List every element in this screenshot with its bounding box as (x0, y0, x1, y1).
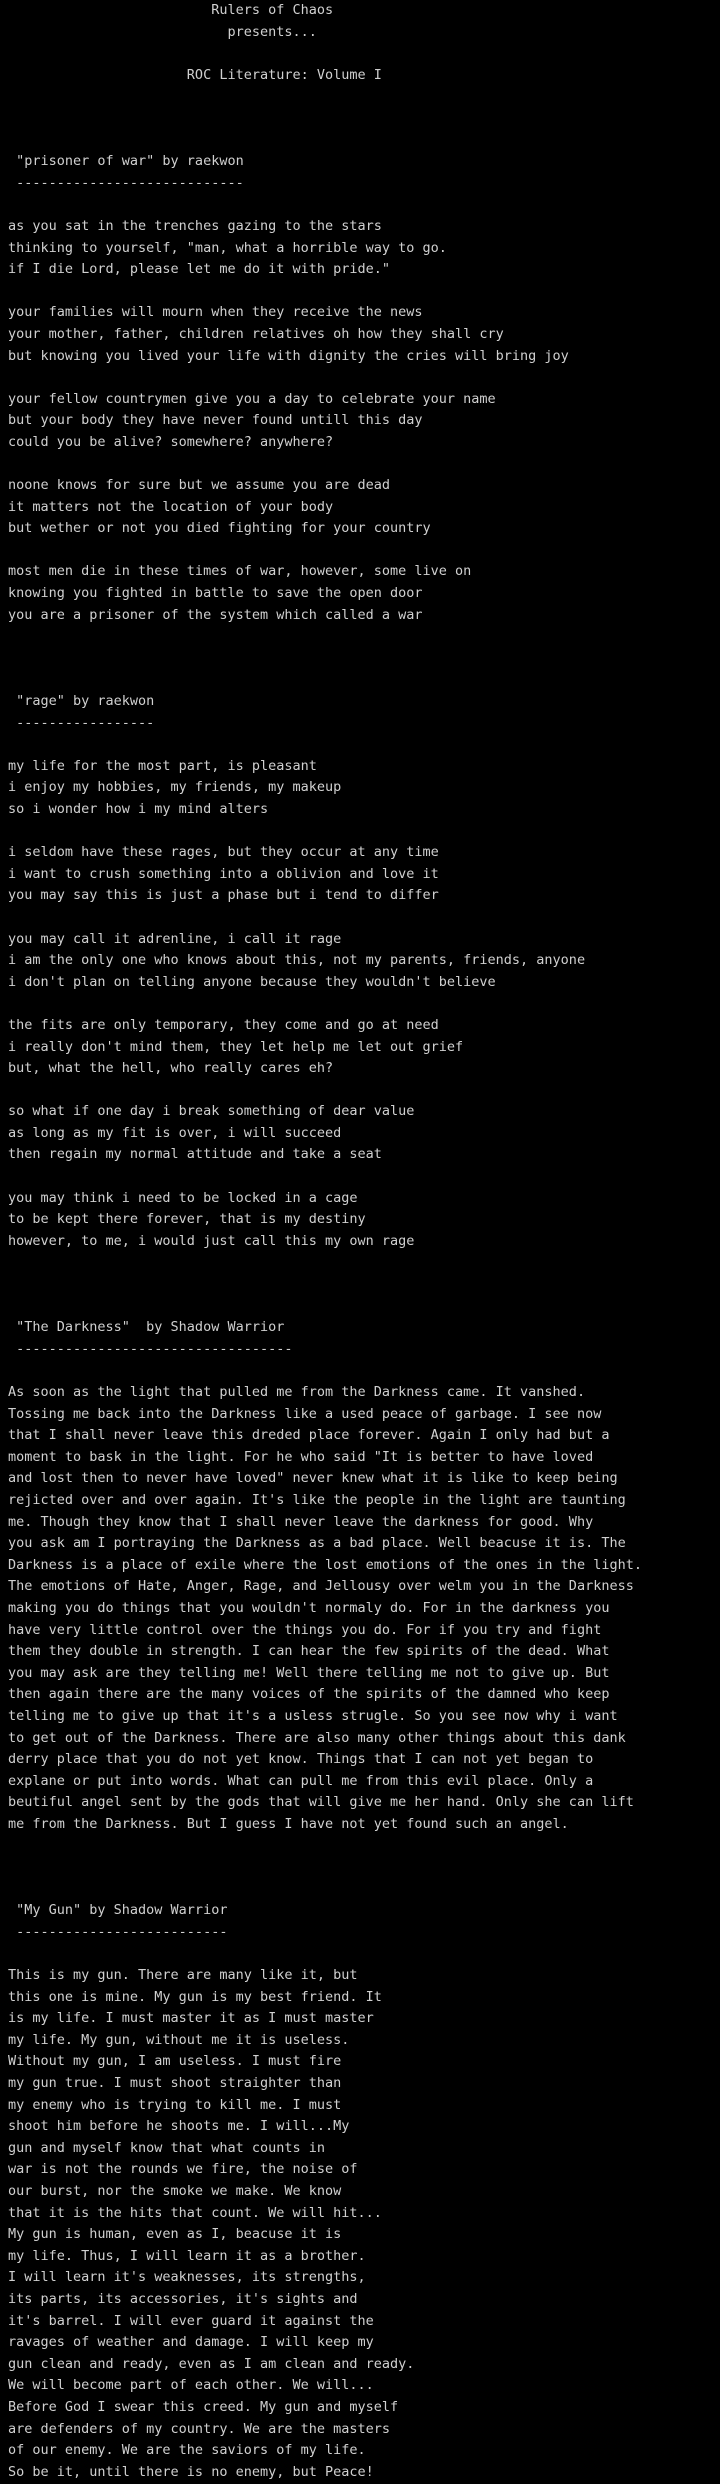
blank-line (8, 734, 720, 756)
text-line: gun clean and ready, even as I am clean and ready. (8, 2355, 415, 2372)
document-text (8, 0, 720, 2483)
text-line: my enemy who is trying to kill me. I must (8, 2096, 342, 2113)
text-line: As soon as the light that pulled me from the Darkness came. It vanshed. (8, 1384, 586, 1400)
poem-title: "rage" by raekwon (8, 693, 155, 709)
text-line: gun and myself know that what counts in (8, 2139, 325, 2156)
text-line: me from the Darkness. But I guess I have not yet found such an angel. (8, 1815, 569, 1832)
text-line: i really don't mind them, they let help me let out grief (8, 1038, 464, 1055)
blank-line (8, 648, 720, 670)
text-line: war is not the rounds we fire, the noise of (8, 2161, 358, 2178)
poem-title: "My Gun" by Shadow Warrior (8, 1902, 228, 1919)
text-line: The emotions of Hate, Anger, Rage, and Jellousy over welm you in the Darkness (8, 1578, 634, 1595)
text-line: We will become part of each other. We will... (8, 2377, 374, 2394)
text-line: so i wonder how i my mind alters (8, 800, 269, 817)
text-line: if I die Lord, please let me do it with pride." (8, 261, 391, 278)
text-line: Without my gun, I am useless. I must fire (8, 2053, 342, 2070)
poem-title: "prisoner of war" by raekwon (8, 153, 244, 170)
text-line: as you sat in the trenches gazing to the stars (8, 217, 382, 234)
blank-line (8, 1360, 720, 1382)
blank-line (8, 907, 720, 929)
blank-line (8, 669, 720, 691)
text-line: to be kept there forever, that is my destiny (8, 1211, 366, 1228)
text-line: shoot him before he shoots me. I will...My (8, 2118, 350, 2135)
text-line: could you be alive? somewhere? anywhere? (8, 433, 334, 450)
text-line: My gun is human, even as I, beacuse it is (8, 2226, 342, 2243)
text-line: I will learn it's weaknesses, its strengths, (8, 2269, 366, 2286)
header-line: presents... (8, 23, 317, 40)
blank-line (8, 626, 720, 648)
text-line: me. Though they know that I shall never leave the darkness for good. Why (8, 1513, 594, 1530)
text-line: my life for the most part, is pleasant (8, 757, 317, 774)
text-line: then again there are the many voices of the spirits of the damned who keep (8, 1686, 610, 1703)
blank-line (8, 453, 720, 475)
text-line: most men die in these times of war, however, some live on (8, 563, 472, 580)
blank-line (8, 1943, 720, 1965)
text-line: so what if one day i break something of dear value (8, 1103, 415, 1120)
text-line: it's barrel. I will ever guard it against the (8, 2312, 374, 2329)
text-line: and lost then to never have loved" never knew what it is like to keep being (8, 1470, 618, 1487)
blank-line (8, 821, 720, 843)
title-underline: ---------------------------- (8, 174, 244, 191)
header-line: Rulers of Chaos (8, 2, 334, 18)
text-line: them they double in strength. I can hear the few spirits of the dead. What (8, 1643, 610, 1660)
blank-line (8, 86, 720, 108)
text-line: it matters not the location of your body (8, 498, 334, 515)
text-line: explane or put into words. What can pull me from this evil place. Only a (8, 1772, 594, 1789)
blank-line (8, 108, 720, 130)
text-line: you are a prisoner of the system which called a war (8, 606, 423, 623)
text-line: my life. My gun, without me it is useless. (8, 2031, 350, 2048)
text-line: this one is mine. My gun is my best friend. It (8, 1988, 382, 2005)
text-line: are defenders of my country. We are the masters (8, 2420, 391, 2437)
text-line: but knowing you lived your life with dignity the cries will bring joy (8, 347, 569, 364)
text-line: however, to me, i would just call this my own rage (8, 1232, 415, 1249)
text-line: noone knows for sure but we assume you are dead (8, 477, 391, 494)
text-line: This is my gun. There are many like it, but (8, 1967, 358, 1984)
text-line: making you do things that you wouldn't normaly do. For in the darkness you (8, 1599, 610, 1616)
text-line: of our enemy. We are the saviors of my life. (8, 2442, 366, 2459)
blank-line (8, 194, 720, 216)
text-line: then regain my normal attitude and take a seat (8, 1146, 382, 1163)
blank-line (8, 1296, 720, 1318)
text-line: ravages of weather and damage. I will keep my (8, 2334, 374, 2351)
blank-line (8, 130, 720, 152)
header-line: ROC Literature: Volume I (8, 66, 382, 83)
text-line: you may think i need to be locked in a cage (8, 1189, 358, 1206)
text-line: as long as my fit is over, i will succeed (8, 1124, 342, 1141)
text-line: the fits are only temporary, they come and go at need (8, 1016, 439, 1033)
text-line: i seldom have these rages, but they occur at any time (8, 844, 439, 861)
text-line: telling me to give up that it's a usless strugle. So you see now why i want (8, 1707, 618, 1724)
text-line: but your body they have never found untill this day (8, 412, 423, 429)
text-line: but, what the hell, who really cares eh? (8, 1060, 334, 1077)
text-line: you ask am I portraying the Darkness as a bad place. Well beacuse it is. The (8, 1535, 626, 1552)
blank-line (8, 281, 720, 303)
text-line: that it is the hits that count. We will hit... (8, 2204, 382, 2221)
text-line: you may ask are they telling me! Well there telling me not to give up. But (8, 1664, 610, 1681)
text-line: So be it, until there is no enemy, but Peace! (8, 2463, 374, 2480)
text-line: Tossing me back into the Darkness like a used peace of garbage. I see now (8, 1405, 602, 1422)
text-line: your mother, father, children relatives oh how they shall cry (8, 325, 504, 342)
text-line: that I shall never leave this dreded place forever. Again I only had but a (8, 1427, 610, 1444)
text-line: knowing you fighted in battle to save the open door (8, 585, 423, 602)
text-line: your families will mourn when they receive the news (8, 304, 423, 321)
title-underline: -------------------------- (8, 1923, 228, 1940)
text-line: have very little control over the things you do. For if you try and fight (8, 1621, 602, 1638)
text-line: you may call it adrenline, i call it rage (8, 930, 342, 947)
blank-line (8, 993, 720, 1015)
title-underline: ----------------- (8, 714, 155, 731)
text-line: is my life. I must master it as I must master (8, 2010, 374, 2027)
blank-line (8, 1857, 720, 1879)
text-line: our burst, nor the smoke we make. We know (8, 2182, 342, 2199)
text-line: i want to crush something into a oblivion and love it (8, 865, 439, 882)
poem-title: "The Darkness" by Shadow Warrior (8, 1319, 285, 1336)
text-line: its parts, its accessories, it's sights and (8, 2290, 358, 2307)
blank-line (8, 1080, 720, 1102)
blank-line (8, 1835, 720, 1857)
text-line: thinking to yourself, "man, what a horrible way to go. (8, 239, 447, 256)
title-underline: ---------------------------------- (8, 1340, 293, 1357)
blank-line (8, 367, 720, 389)
text-line: rejicted over and over again. It's like the people in the light are taunting (8, 1491, 626, 1508)
text-line: beutiful angel sent by the gods that will give me her hand. Only she can lift (8, 1794, 634, 1811)
blank-line (8, 1274, 720, 1296)
text-line: to get out of the Darkness. There are also many other things about this dank (8, 1729, 626, 1746)
text-line: my life. Thus, I will learn it as a brother. (8, 2247, 366, 2264)
text-line: you may say this is just a phase but i tend to differ (8, 887, 439, 904)
text-line: derry place that you do not yet know. Things that I can not yet began to (8, 1751, 594, 1768)
blank-line (8, 1879, 720, 1901)
text-line: your fellow countrymen give you a day to celebrate your name (8, 390, 496, 407)
text-line: i don't plan on telling anyone because they wouldn't believe (8, 973, 496, 990)
text-line: my gun true. I must shoot straighter than (8, 2075, 342, 2091)
blank-line (8, 540, 720, 562)
text-line: but wether or not you died fighting for your country (8, 520, 431, 537)
text-line: i enjoy my hobbies, my friends, my makeup (8, 779, 342, 796)
blank-line (8, 43, 720, 65)
blank-line (8, 1166, 720, 1188)
text-line: moment to bask in the light. For he who said "It is better to have loved (8, 1448, 594, 1465)
text-line: Darkness is a place of exile where the lost emotions of the ones in the light. (8, 1556, 642, 1573)
blank-line (8, 1252, 720, 1274)
text-line: Before God I swear this creed. My gun and myself (8, 2398, 399, 2415)
text-line: i am the only one who knows about this, not my parents, friends, anyone (8, 952, 586, 969)
